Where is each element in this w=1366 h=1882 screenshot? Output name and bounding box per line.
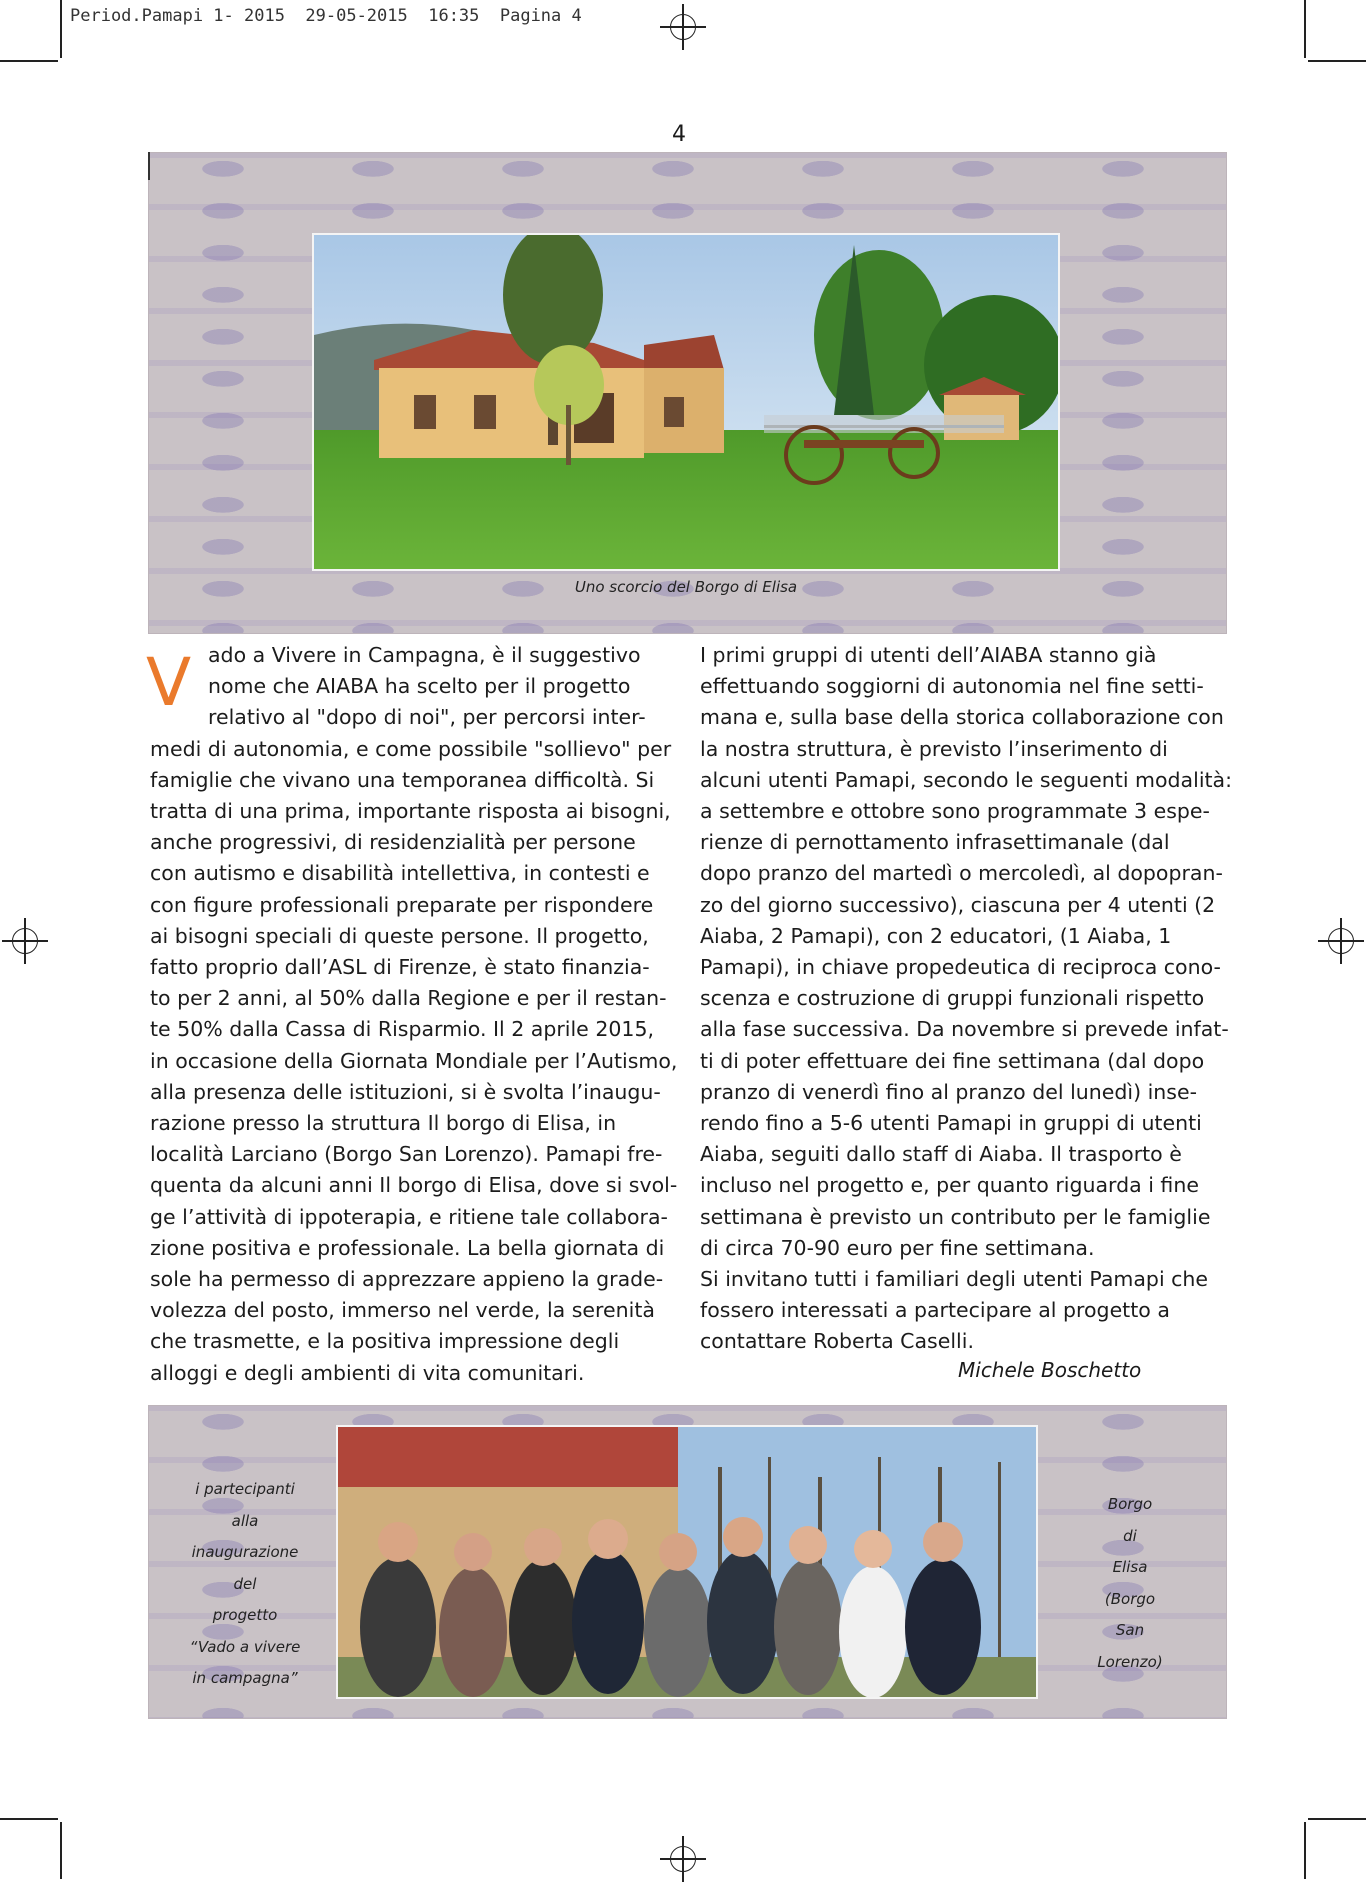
caption-line: in campagna”	[192, 1669, 298, 1687]
article-line: con figure professionali preparate per rispondere	[150, 892, 654, 917]
article-line: relativo al "dopo di noi", per percorsi inter-	[208, 705, 646, 730]
article-line: pranzo di venerdì fino al pranzo del lunedì) inse-	[700, 1079, 1197, 1104]
article-line: alloggi e degli ambienti di vita comunitari.	[150, 1360, 585, 1385]
registration-mark-right	[1318, 918, 1364, 964]
article-line: alla fase successiva. Da novembre si prevede infat-	[700, 1017, 1229, 1042]
caption-line: i partecipanti	[195, 1480, 295, 1498]
caption-line: Elisa	[1112, 1558, 1148, 1576]
article-line: rendo fino a 5-6 utenti Pamapi in gruppi di utenti	[700, 1111, 1202, 1136]
article-line: zione positiva e professionale. La bella giornata di	[150, 1235, 665, 1260]
article-line: effettuando soggiorni di autonomia nel fine setti-	[700, 674, 1204, 699]
group-photo-caption-right	[1075, 1489, 1185, 1678]
article-line: la nostra struttura, è previsto l’inserimento di	[700, 736, 1168, 761]
article-line: ado a Vivere in Campagna, è il suggestivo	[208, 643, 641, 667]
registration-mark-top	[660, 4, 706, 50]
caption-line: Lorenzo)	[1097, 1652, 1163, 1671]
article-line: to per 2 anni, al 50% dalla Regione e per il restan-	[150, 986, 667, 1011]
caption-line: del	[233, 1574, 257, 1593]
caption-line: (Borgo	[1104, 1589, 1156, 1608]
page-number: 4	[672, 122, 686, 147]
article-line: in occasione della Giornata Mondiale per l’Autismo,	[150, 1048, 678, 1073]
caption-line: progetto	[212, 1606, 278, 1624]
article-line: a settembre e ottobre sono programmate 3 espe-	[700, 799, 1210, 824]
dropcap: V	[146, 644, 192, 721]
article-line: ti di poter effettuare dei fine settimana (dal dopo	[700, 1048, 1205, 1073]
group-photo	[336, 1425, 1038, 1699]
article-right-column	[700, 640, 1233, 1358]
article-line: scenza e costruzione di gruppi funzionali rispetto	[700, 986, 1205, 1011]
article-line: fatto proprio dall’ASL di Firenze, è stato finanzia-	[150, 955, 650, 980]
article-line: contattare Roberta Caselli.	[700, 1329, 974, 1354]
banner-edge-mark	[148, 152, 150, 180]
article-line: località Larciano (Borgo San Lorenzo). Pamapi fre-	[150, 1142, 663, 1167]
article-line: famiglie che vivano una temporanea difficoltà. Si	[150, 767, 655, 792]
article-line: alla presenza delle istituzioni, si è svolta l’inaugu-	[150, 1079, 661, 1104]
article-line: quenta da alcuni anni Il borgo di Elisa, dove si svol-	[150, 1173, 678, 1198]
borgo-landscape-image	[314, 235, 1060, 571]
article-left-column	[150, 640, 678, 1389]
group-photo-caption-left	[170, 1474, 320, 1695]
article-line: di circa 70-90 euro per fine settimana.	[700, 1235, 1095, 1260]
registration-mark-left	[2, 918, 48, 964]
article-line: sole ha permesso di apprezzare appieno la grade-	[150, 1267, 664, 1292]
registration-mark-bottom	[660, 1836, 706, 1882]
caption-line: inaugurazione	[191, 1543, 299, 1561]
article-line: tratta di una prima, importante risposta ai bisogni,	[150, 799, 671, 824]
article-line: Si invitano tutti i familiari degli utenti Pamapi che	[700, 1267, 1209, 1292]
top-photo-caption: Uno scorcio del Borgo di Elisa	[574, 578, 798, 596]
article-line: Aiaba, 2 Pamapi), con 2 educatori, (1 Aiaba, 1	[700, 923, 1172, 948]
article-line: con autismo e disabilità intellettiva, in contesti e	[150, 861, 650, 886]
article-line: settimana è previsto un contributo per le famiglie	[700, 1204, 1211, 1229]
article-line: che trasmette, e la positiva impressione degli	[150, 1329, 620, 1354]
article-line: zo del giorno successivo), ciascuna per 4 utenti (2	[700, 892, 1216, 917]
article-line: anche progressivi, di residenzialità per persone	[150, 830, 636, 855]
article-line: ge l’attività di ippoterapia, e ritiene tale collabora-	[150, 1204, 668, 1229]
borgo-photo	[312, 233, 1060, 571]
caption-line: San	[1115, 1621, 1145, 1639]
caption-line: Borgo	[1107, 1495, 1153, 1513]
article-line: volezza del posto, immerso nel verde, la serenità	[150, 1298, 655, 1323]
caption-line: alla	[231, 1511, 259, 1530]
article-line: Aiaba, seguiti dallo staff di Aiaba. Il trasporto è	[700, 1142, 1182, 1167]
caption-line: “Vado a vivere	[189, 1637, 301, 1656]
article-line: ai bisogni speciali di queste persone. Il progetto,	[150, 923, 649, 948]
article-line: mana e, sulla base della storica collaborazione con	[700, 705, 1224, 730]
article-line: incluso nel progetto e, per quanto riguarda i fine	[700, 1173, 1199, 1198]
article-line: nome che AIABA ha scelto per il progetto	[208, 674, 631, 699]
article-line: rienze di pernottamento infrasettimanale (dal	[700, 830, 1170, 855]
group-portrait-image	[338, 1427, 1038, 1699]
article-line: razione presso la struttura Il borgo di Elisa, in	[150, 1111, 617, 1136]
print-header: Period.Pamapi 1- 2015 29-05-2015 16:35 Pagina 4	[70, 6, 582, 26]
article-line: dopo pranzo del martedì o mercoledì, al dopopran-	[700, 861, 1223, 886]
article-line: te 50% dalla Cassa di Risparmio. Il 2 aprile 2015,	[150, 1017, 655, 1042]
caption-line: di	[1123, 1526, 1137, 1545]
article-line: Pamapi), in chiave propedeutica di reciproca cono-	[700, 955, 1221, 980]
article-line: I primi gruppi di utenti dell’AIABA stanno già	[700, 643, 1157, 667]
article-line: fossero interessati a partecipare al progetto a	[700, 1298, 1170, 1323]
article-line: medi di autonomia, e come possibile "sollievo" per	[150, 736, 672, 761]
article-line: alcuni utenti Pamapi, secondo le seguenti modalità:	[700, 767, 1233, 792]
article-signature: Michele Boschetto	[958, 1358, 1142, 1382]
